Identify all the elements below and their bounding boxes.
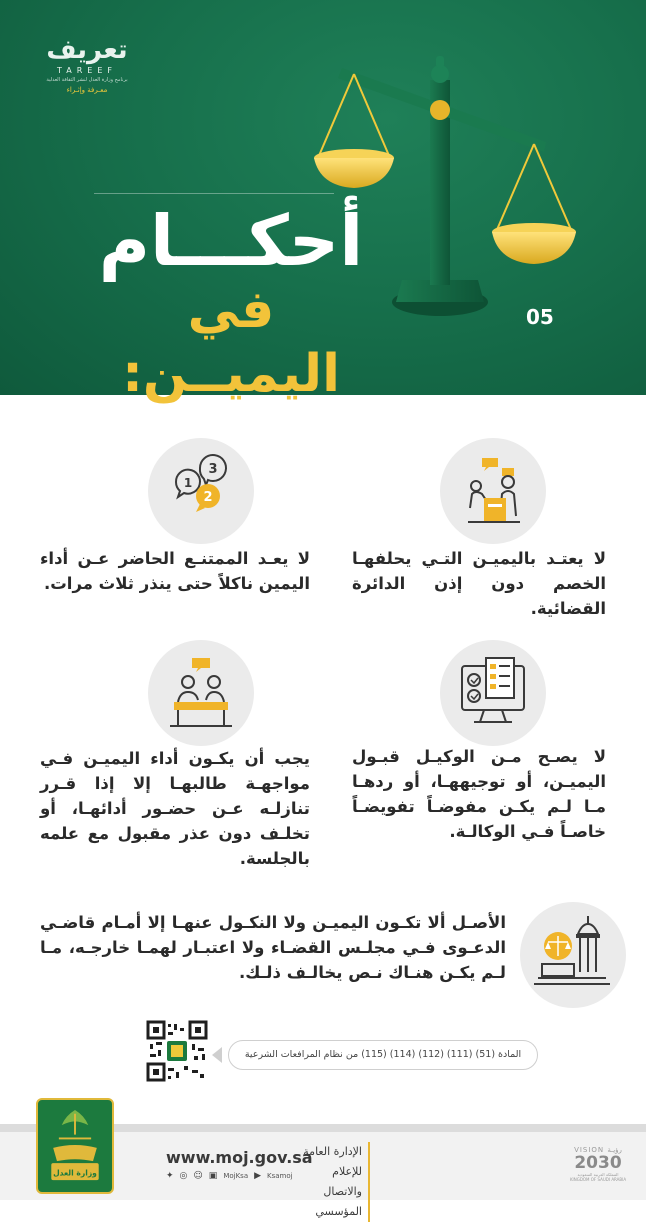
arrow-left-icon [212,1047,222,1063]
rule-icon-circle [148,640,254,746]
desk-conversation-icon [148,640,254,746]
linkedin-icon[interactable]: ▣ [208,1171,218,1181]
rule-icon-circle [440,640,546,746]
rule-icon-circle [520,902,626,1008]
court-scales-icon [520,902,626,1008]
svg-text:3: 3 [208,462,218,477]
vision-year: 2030 [574,1153,622,1173]
brand-name-english: TAREEF [56,66,117,75]
rule-text: لا يصـح مـن الوكيـل قبـول اليميـن، أو توجيههـا، أو ردهـا مـا لـم يكـن مفوضـاً تفويضـاً خاصـاً فـي الوكالـة. [352,747,606,841]
tareef-logo [44,36,130,94]
rule-text: لا يعـد الممتنـع الحاضر عـن أداء اليمين ناكلاً حتى ينذر ثلاث مرات. [40,549,310,593]
youtube-icon[interactable]: ▶ [254,1171,262,1181]
snapchat-icon[interactable]: ☺ [193,1171,203,1181]
svg-text:2: 2 [203,490,213,505]
brand-subtitle: برنامج وزارة العدل لنشر الثقافة العدلية [46,77,128,83]
title-divider [94,193,334,194]
vision-label: VISION [574,1146,605,1154]
rule-text: يجب أن يكـون أداء اليميـن فـي مواجهـة طالبهـا إلا إذا قـرر تنازلـه عـن حضـور أدائهـا، أو تخلـف دون عذر مقبول مع علمه بالجلسة. [40,749,310,868]
law-reference: المادة (51) (111) (112) (114) (115) من نظام المرافعات الشرعية [228,1040,538,1070]
social-handle[interactable]: Ksamoj [267,1172,293,1180]
social-handle[interactable]: MojKsa [223,1172,249,1180]
office-meeting-icon [440,438,546,544]
numbered-chat-bubbles-icon [148,438,254,544]
rule-icon-circle [440,438,546,544]
svg-text:1: 1 [183,476,193,490]
qr-code[interactable] [146,1020,208,1082]
header-banner [0,0,646,404]
instagram-icon[interactable]: ◎ [179,1171,188,1181]
logo-text: وزارة العدل [53,1168,97,1178]
department-name [288,1142,370,1222]
brand-tagline: معـرفة وإثـراء [66,86,108,94]
brand-name-arabic: تعريف [46,35,128,65]
social-links [166,1171,293,1181]
vision-label-arabic: رؤيـة [607,1146,622,1154]
document-checklist-icon [440,640,546,746]
department-line: والاتصال المؤسسي [315,1185,362,1218]
rule-icon-circle [148,438,254,544]
page-subtitle: في اليميــن: [122,280,340,404]
ministry-of-justice-logo [36,1098,114,1194]
department-line: الإدارة العامة للإعلام [303,1145,362,1178]
page-title: أحكـــام [98,200,364,282]
rule-text: الأصـل ألا تكـون اليميـن ولا النكـول عنهـا إلا أمـام قاضـي الدعـوى فـي مجلـس القضـاء ولا اعتبـار لهمـا خارجـه، مـا لـم يكـن هنـاك نـص يخالـف ذلـك. [40,913,506,982]
website-link[interactable]: www.moj.gov.sa [166,1148,313,1167]
episode-number: 05 [526,305,554,329]
vision-subtitle: المملكة العربية السعودية KINGDOM OF SAUDI ARABIA [569,1172,627,1182]
rule-text: لا يعتـد باليميـن التـي يحلفهـا الخصم دون إذن الدائرة القضائية. [352,549,606,618]
twitter-icon[interactable]: ✦ [166,1171,174,1181]
vision-2030-logo [568,1146,628,1182]
